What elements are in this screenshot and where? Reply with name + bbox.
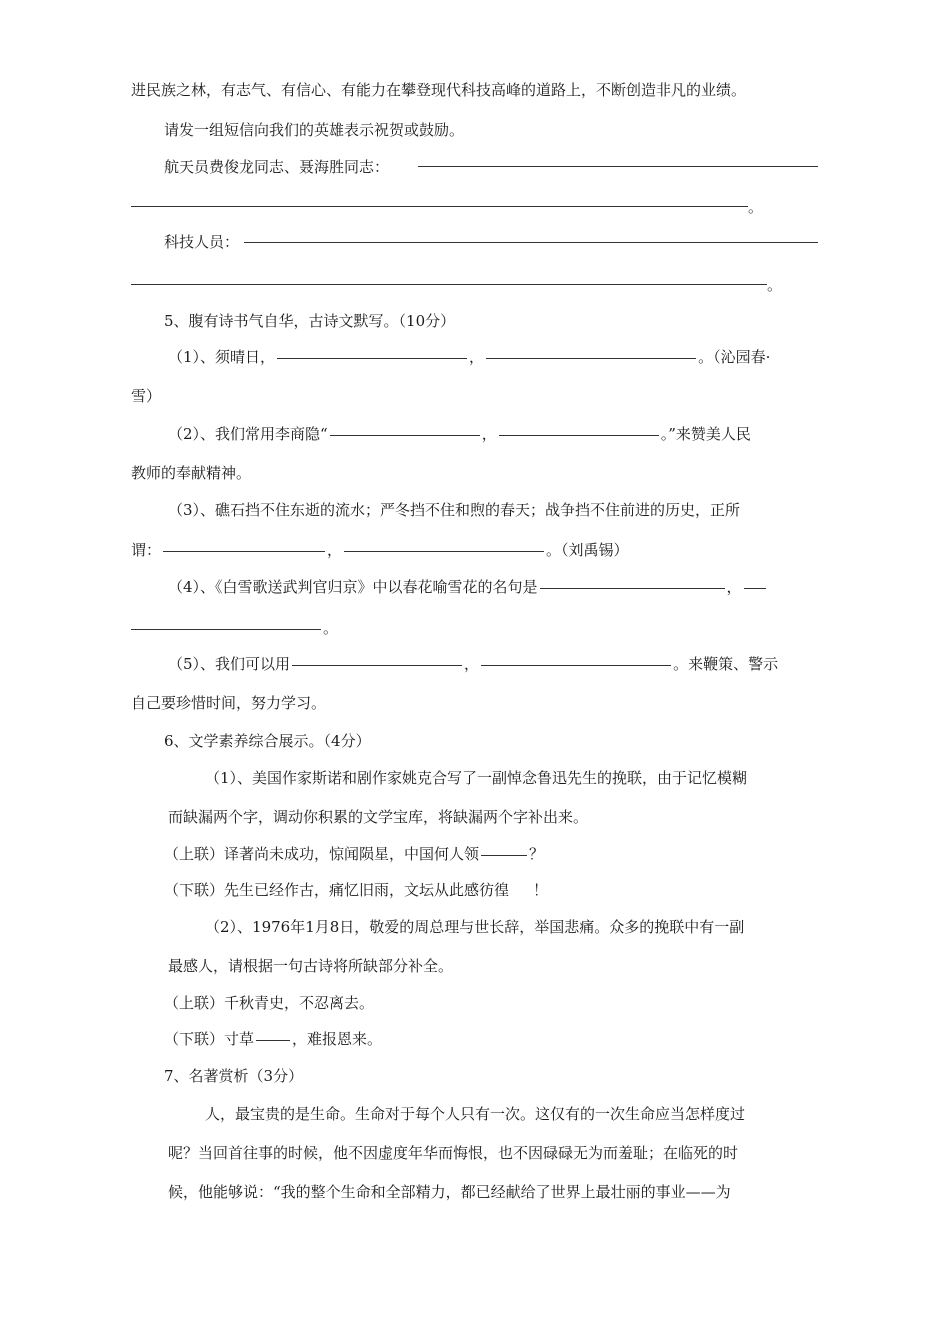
- q7-title: 7、名著赏析（3分）: [164, 1067, 304, 1085]
- q5-item-5-tail: 。来鞭策、警示: [673, 655, 779, 673]
- q5-item-4-text: （4）、《白雪歌送武判官归京》中以春花喻雪花的名句是: [168, 578, 538, 596]
- q5-item-1: [168, 347, 770, 367]
- astronaut-answer-line-1[interactable]: [418, 166, 818, 167]
- answer-blank[interactable]: [330, 434, 480, 436]
- q6-upper-couplet-1: [164, 844, 544, 864]
- q7-passage-line-3: 候，他能够说：“我的整个生命和全部精力，都已经献给了世界上最壮丽的事业——为: [168, 1183, 731, 1201]
- q5-title: 5、腹有诗书气自华，古诗文默写。（10分）: [164, 312, 456, 330]
- q6-item-2: （2）、1976年1月8日，敬爱的周总理与世长辞，举国悲痛。众多的挽联中有一副: [205, 918, 745, 936]
- q6-lower-couplet-1: [164, 880, 548, 900]
- comma: ，: [726, 578, 742, 596]
- astronaut-answer-line-2[interactable]: [131, 206, 748, 207]
- answer-blank[interactable]: [481, 854, 527, 856]
- comma: ，: [327, 541, 343, 559]
- period-mark: 。: [323, 619, 339, 637]
- q7-passage-line-2: 呢？当回首往事的时候，他不因虚度年华而悔恨，也不因碌碌无为而羞耻；在临死的时: [168, 1144, 739, 1162]
- period-mark: 。: [748, 198, 764, 216]
- q5-item-2: [168, 424, 751, 444]
- q5-item-4: [168, 577, 768, 597]
- q6-item-1: （1）、美国作家斯诺和剧作家姚克合写了一副悼念鲁迅先生的挽联，由于记忆模糊: [205, 769, 748, 787]
- answer-blank[interactable]: [540, 587, 725, 589]
- answer-blank[interactable]: [499, 434, 659, 436]
- couplet-text: （下联）寸草: [164, 1030, 255, 1048]
- q7-passage-line-1: 人，最宝贵的是生命。生命对于每个人只有一次。这仅有的一次生命应当怎样度过: [205, 1105, 746, 1123]
- q5-item-5-text: （5）、我们可以用: [168, 655, 291, 673]
- couplet-text: （下联）先生已经作古，痛忆旧雨，文坛从此感彷徨: [164, 881, 510, 899]
- q6-title: 6、文学素养综合展示。（4分）: [164, 732, 371, 750]
- q5-item-5-cont: 自己要珍惜时间，努力学习。: [131, 694, 327, 712]
- comma: ，: [481, 425, 497, 443]
- answer-blank[interactable]: [277, 357, 467, 359]
- answer-blank[interactable]: [292, 664, 462, 666]
- answer-blank[interactable]: [486, 357, 696, 359]
- q5-item-3-cont: [131, 540, 629, 560]
- couplet-text: （上联）译著尚未成功，惊闻陨星，中国何人领: [164, 845, 480, 863]
- q5-item-2-text: （2）、我们常用李商隐“: [168, 425, 328, 443]
- q6-item-1-cont: 而缺漏两个字，调动你积累的文学宝库，将缺漏两个字补出来。: [168, 808, 589, 826]
- q5-item-5: [168, 654, 778, 674]
- exclamation-mark: ！: [533, 881, 549, 899]
- staff-answer-line-2[interactable]: [131, 284, 767, 285]
- q5-item-4-cont: [131, 618, 338, 638]
- q5-item-1-text: （1）、须晴日，: [168, 348, 276, 366]
- q5-item-3: （3）、礁石挡不住东逝的流水；严冬挡不住和煦的春天；战争挡不住前进的历史，正所: [168, 501, 741, 519]
- q5-item-1-source: 。（沁园春·: [698, 348, 771, 366]
- question-mark: ？: [529, 845, 545, 863]
- period-mark: 。: [767, 276, 783, 294]
- answer-blank[interactable]: [163, 550, 325, 552]
- comma: ，: [469, 348, 485, 366]
- astronaut-label: 航天员费俊龙同志、聂海胜同志：: [164, 158, 390, 176]
- comma: ，: [464, 655, 480, 673]
- q6-lower-couplet-2: [164, 1029, 382, 1049]
- q5-item-3-source: 。（刘禹锡）: [546, 541, 629, 559]
- intro-line: 进民族之林，有志气、有信心、有能力在攀登现代科技高峰的道路上，不断创造非凡的业绩。: [131, 81, 747, 99]
- staff-answer-line-1[interactable]: [244, 242, 818, 243]
- message-prompt: 请发一组短信向我们的英雄表示祝贺或鼓励。: [164, 121, 465, 139]
- answer-blank[interactable]: [131, 628, 321, 630]
- answer-blank[interactable]: [481, 664, 671, 666]
- q5-item-2-tail: 。”来赞美人民: [660, 425, 751, 443]
- q6-item-2-cont: 最感人，请根据一句古诗将所缺部分补全。: [168, 957, 454, 975]
- answer-blank[interactable]: [744, 587, 766, 589]
- q5-item-2-cont: 教师的奉献精神。: [131, 464, 252, 482]
- answer-blank[interactable]: [256, 1039, 290, 1041]
- q5-item-1-source-end: 雪）: [131, 387, 162, 405]
- q6-upper-couplet-2: （上联）千秋青史，不忍离去。: [164, 994, 375, 1012]
- answer-blank[interactable]: [344, 550, 544, 552]
- q5-item-3-lead: 谓：: [131, 541, 162, 559]
- couplet-text: ，难报恩来。: [292, 1030, 383, 1048]
- staff-label: 科技人员：: [164, 233, 240, 251]
